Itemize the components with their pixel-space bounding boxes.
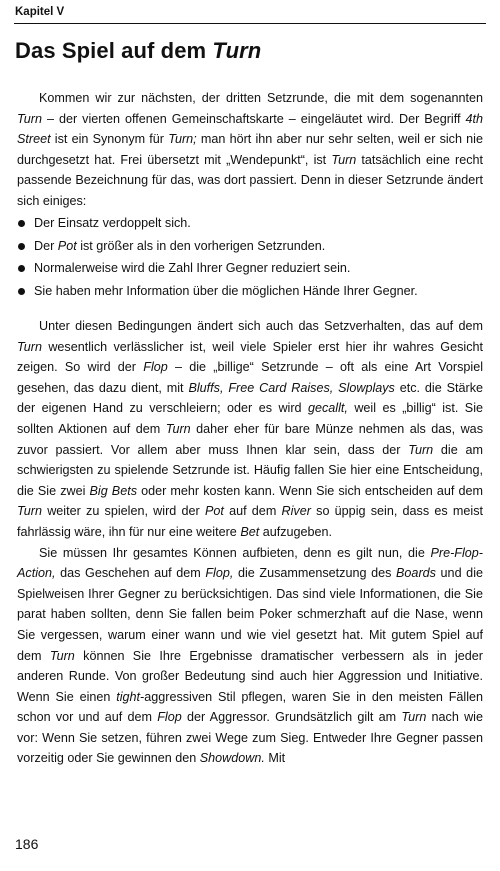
bullet-dot-icon [18, 220, 25, 227]
section-title-italic: Turn [212, 38, 262, 63]
header-rule [14, 23, 486, 24]
bullet-item: Normalerweise wird die Zahl Ihrer Gegner reduziert sein. [17, 257, 483, 280]
text-run: ist ein Synonym für [50, 132, 169, 147]
italic-term: 4th Street [17, 111, 483, 147]
italic-term: Turn [17, 339, 42, 354]
bullet-list [17, 212, 483, 302]
italic-term: Bluffs, Free Card Raises, Slowplays [188, 380, 395, 395]
chapter-running-head: Kapitel V [15, 6, 65, 18]
paragraph-1 [17, 88, 483, 212]
page-number: 186 [15, 836, 39, 852]
italic-term: Flop [157, 710, 182, 725]
bullet-item: Der Pot ist größer als in den vorherigen Setzrunden. [17, 235, 483, 258]
italic-term: Turn; [168, 132, 197, 147]
italic-term: Flop, [205, 566, 234, 581]
italic-term: Turn [408, 442, 434, 457]
text-run: Kommen wir zur nächsten, der dritten Setzrunde, die mit dem sogenannten [39, 91, 483, 105]
text-run: – der vierten offenen Gemeinschaftskarte – eingeläutet wird. Der Begriff [41, 111, 466, 126]
italic-term: Pot [204, 504, 224, 519]
section-title-text: Das Spiel auf dem [15, 38, 213, 63]
italic-term: Turn [331, 152, 357, 167]
body-paragraphs [17, 316, 483, 769]
text-run: tatsächlich eine recht passende Bezeichnung für das, was dort passiert. Denn in dieser Setzrunde ändert sich einiges: [17, 152, 483, 208]
italic-term: Pot [57, 238, 77, 253]
italic-term: Boards [396, 566, 436, 581]
text-run: man hört ihn aber nur sehr selten, weil er sich nie durchgesetzt hat. Frei übersetzt mit „Wendepunkt“, ist [17, 132, 483, 167]
paragraph-2: Unter diesen Bedingungen ändert sich auch das Setzverhalten, das auf dem Turn wesentlich verlässlicher ist, weil viele Spieler erst hier ihr wahres Gesicht zeigen. So wird der Flop – die „billige“ Setzrunde – oft als eine Art Vorspiel gesehen, das dazu dient, mit Bluffs, Free Card Raises, Slowplays etc. die Stärke der eigenen Hand zu verschleiern; oder es wird gecallt, weil es „billig“ ist. Sie sollten Aktionen auf dem Turn daher eher für bare Münze nehmen als das, was zuvor passiert. Vor allem aber muss Ihnen klar sein, dass der Turn die am schwierigsten zu spielende Setzrunde ist. Häufig fallen Sie hier eine Entscheidung, die Sie zwei Big Bets oder mehr kosten kann. Wenn Sie sich entscheiden auf dem Turn weiter zu spielen, wird der Pot auf dem River so üppig sein, dass es meist fahrlässig wäre, ihn für nur eine weitere Bet aufzugeben. [17, 319, 484, 539]
italic-term: Pre-Flop-Action, [17, 545, 483, 581]
bullet-dot-icon [18, 288, 25, 295]
italic-term: Turn [17, 111, 42, 126]
italic-term: Turn [401, 710, 427, 725]
italic-term: tight [116, 689, 141, 704]
italic-term: Showdown. [199, 751, 265, 766]
italic-term: Turn [49, 648, 75, 663]
italic-term: gecallt, [307, 401, 348, 416]
italic-term: Flop [143, 360, 168, 375]
bullet-dot-icon [18, 243, 25, 250]
section-title [15, 38, 261, 64]
bullet-dot-icon [18, 265, 25, 272]
italic-term: Bet [240, 524, 260, 539]
italic-term: Turn [165, 421, 191, 436]
italic-term: Big Bets [89, 483, 137, 498]
italic-term: Turn [17, 504, 42, 519]
paragraph-3: Sie müssen Ihr gesamtes Können aufbieten, denn es gilt nun, die Pre-Flop-Action, das Geschehen auf dem Flop, die Zusammensetzung des Boards und die Spielweisen Ihrer Gegner zu berücksichtigen. Das sind viele Informationen, die Sie parat haben sollten, denn Sie fallen beim Poker schmerzhaft auf die Nase, wenn Sie vergessen, warum einer wann und wie viel gesetzt hat. Mit gutem Spiel auf dem Turn können Sie Ihre Ergebnisse dramatischer verbessern als in jeder anderen Runde. Von großer Bedeutung sind auch hier Aggression und Initiative. Wenn Sie einen tight-aggressiven Stil pflegen, waren Sie in den meisten Fällen schon vor und auf dem Flop der Aggressor. Grundsätzlich gilt am Turn nach wie vor: Wenn Sie setzen, führen zwei Wege zum Sieg. Entweder Ihre Gegner passen vorzeitig oder Sie gewinnen den Showdown. Mit [17, 545, 484, 766]
italic-term: River [281, 504, 311, 519]
bullet-item: Sie haben mehr Information über die möglichen Hände Ihrer Gegner. [17, 280, 483, 303]
bullet-item: Der Einsatz verdoppelt sich. [17, 212, 483, 235]
